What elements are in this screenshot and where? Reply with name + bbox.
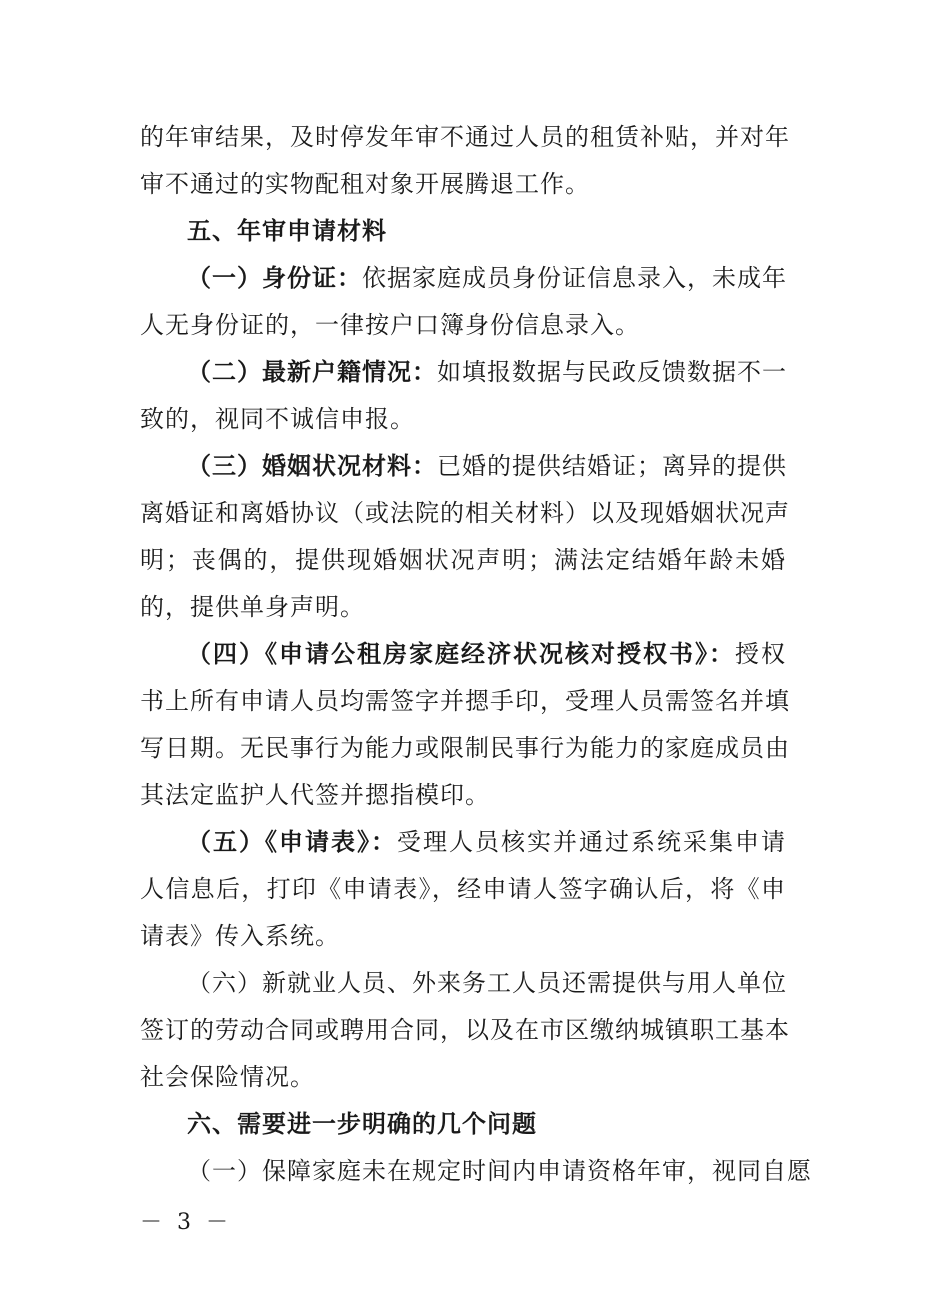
list-item-4-text: 授权	[735, 640, 786, 668]
body-text-line: 请表》传入系统。	[140, 922, 340, 950]
body-text-line: 致的，视同不诚信申报。	[140, 405, 415, 433]
list-item-7-line: （一）保障家庭未在规定时间内申请资格年审，视同自愿	[187, 1157, 812, 1185]
list-item-1-text: 依据家庭成员身份证信息录入，未成年	[362, 264, 787, 292]
list-item-3-line	[187, 451, 786, 481]
list-item-2-text: 如填报数据与民政反馈数据不一	[437, 358, 787, 386]
list-item-5-line	[187, 827, 786, 857]
body-text-line: 其法定监护人代签并摁指模印。	[140, 781, 490, 809]
list-item-3-label: （三）婚姻状况材料：	[187, 451, 437, 480]
body-text-line: 离婚证和离婚协议（或法院的相关材料）以及现婚姻状况声	[140, 499, 790, 527]
list-item-5-label: （五）《申请表》：	[187, 827, 397, 856]
body-text-line: 人无身份证的，一律按户口簿身份信息录入。	[140, 311, 640, 339]
list-item-1-line	[187, 263, 786, 293]
list-item-3-text: 已婚的提供结婚证；离异的提供	[437, 452, 787, 480]
list-item-4-label: （四）《申请公租房家庭经济状况核对授权书》：	[187, 639, 735, 668]
list-item-5-text: 受理人员核实并通过系统采集申请	[397, 828, 786, 856]
section-heading-5: 五、年审申请材料	[187, 217, 387, 245]
page-number: － 3 －	[140, 1210, 232, 1235]
body-text-line: 的年审结果，及时停发年审不通过人员的租赁补贴，并对年	[140, 123, 790, 151]
body-text-line: 的，提供单身声明。	[140, 593, 365, 621]
section-heading-6: 六、需要进一步明确的几个问题	[187, 1110, 537, 1138]
list-item-2-label: （二）最新户籍情况：	[187, 357, 437, 386]
list-item-1-label: （一）身份证：	[187, 263, 362, 292]
body-text-line: 写日期。无民事行为能力或限制民事行为能力的家庭成员由	[140, 734, 790, 762]
body-text-line: 审不通过的实物配租对象开展腾退工作。	[140, 170, 590, 198]
list-item-4-line	[187, 639, 786, 669]
list-item-6-line: （六）新就业人员、外来务工人员还需提供与用人单位	[187, 969, 787, 997]
body-text-line: 书上所有申请人员均需签字并摁手印，受理人员需签名并填	[140, 687, 790, 715]
body-text-line: 明；丧偶的，提供现婚姻状况声明；满法定结婚年龄未婚	[140, 546, 786, 574]
body-text-line: 人信息后，打印《申请表》，经申请人签字确认后，将《申	[140, 875, 786, 903]
body-text-line: 签订的劳动合同或聘用合同，以及在市区缴纳城镇职工基本	[140, 1016, 790, 1044]
body-text-line: 社会保险情况。	[140, 1063, 315, 1091]
list-item-2-line	[187, 357, 786, 387]
